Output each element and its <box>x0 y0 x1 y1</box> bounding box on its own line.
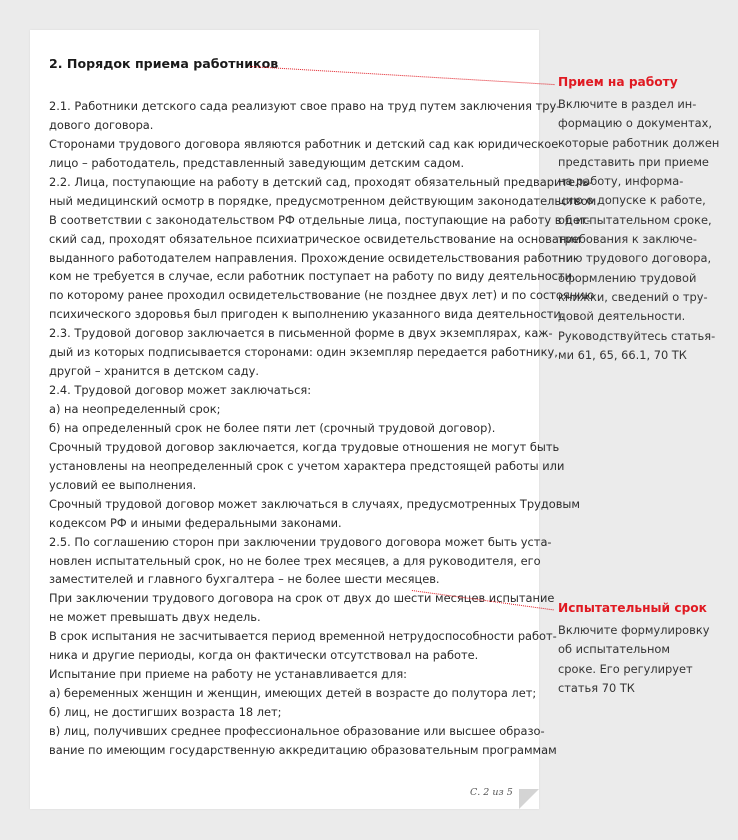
body-line: психического здоровья был пригоден к выполнению указанного вида деятельности. <box>49 307 565 322</box>
note-text-probation <box>558 621 734 698</box>
note-line: об испытательном сроке, <box>558 212 712 227</box>
note-title-probation: Испытательный срок <box>558 601 707 615</box>
body-line: установлены на неопределенный срок с учетом характера предстоящей работы или <box>49 458 565 473</box>
body-line: а) на неопределенный срок; <box>49 402 221 416</box>
body-line: 2.5. По соглашению сторон при заключении трудового договора может быть уста- <box>49 534 552 549</box>
note-line: на работу, информа- <box>558 174 684 189</box>
body-line: В срок испытания не засчитывается период временной нетрудоспособности работ- <box>49 629 557 644</box>
body-line: б) лиц, не достигших возраста 18 лет; <box>49 705 282 719</box>
note-line: Руководствуйтесь статья- <box>558 328 716 343</box>
body-line: по которому ранее проходил освидетельствование (не позднее двух лет) и по состоянию <box>49 288 595 303</box>
body-line: ский сад, проходят обязательное психиатрическое освидетельствование на основании <box>49 231 582 246</box>
body-line: 2.4. Трудовой договор может заключаться: <box>49 383 312 398</box>
note-line: оформлению трудовой <box>558 270 697 285</box>
note-title-hiring: Прием на работу <box>558 75 678 89</box>
page-corner-fold <box>519 789 539 809</box>
note-line: об испытательном <box>558 642 670 657</box>
body-line: В соответствии с законодательством РФ отдельные лица, поступающие на работу в дет- <box>49 212 591 227</box>
body-line: другой – хранится в детском саду. <box>49 364 259 379</box>
body-line: 2.3. Трудовой договор заключается в письменной форме в двух экземплярах, каж- <box>49 326 553 341</box>
body-line: При заключении трудового договора на срок от двух до шести месяцев испытание <box>49 591 555 606</box>
note-line: требования к заключе- <box>558 232 698 247</box>
note-line: Включите формулировку <box>558 623 710 637</box>
note-line: ми 61, 65, 66.1, 70 ТК <box>558 347 687 362</box>
body-line: 2.2. Лица, поступающие на работу в детский сад, проходят обязательный предваритель- <box>49 174 594 189</box>
body-line: выданного работодателем направления. Прохождение освидетельствования работни- <box>49 250 578 265</box>
body-line: Сторонами трудового договора являются работник и детский сад как юридическое <box>49 136 559 151</box>
body-line: б) на определенный срок не более пяти лет (срочный трудовой договор). <box>49 420 496 435</box>
body-line: Испытание при приеме на работу не устанавливается для: <box>49 667 408 682</box>
note-line: представить при приеме <box>558 154 709 169</box>
body-line: Срочный трудовой договор может заключаться в случаях, предусмотренных Трудовым <box>49 496 580 511</box>
note-line: книжки, сведений о тру- <box>558 289 708 304</box>
body-line: ника и другие периоды, когда он фактически отсутствовал на работе. <box>49 648 479 663</box>
note-line: Включите в раздел ин- <box>558 97 697 111</box>
note-line: цию о допуске к работе, <box>558 193 706 208</box>
body-line: Срочный трудовой договор заключается, когда трудовые отношения не могут быть <box>49 439 560 454</box>
body-line: новлен испытательный срок, но не более трех месяцев, а для руководителя, его <box>49 553 541 568</box>
body-line: условий ее выполнения. <box>49 477 197 492</box>
body-line: в) лиц, получивших среднее профессиональное образование или высшее образо- <box>49 723 545 738</box>
body-line: заместителей и главного бухгалтера – не более шести месяцев. <box>49 572 440 587</box>
body-line: 2.1. Работники детского сада реализуют свое право на труд путем заключения тру- <box>49 99 561 113</box>
body-line: а) беременных женщин и женщин, имеющих детей в возрасте до полутора лет; <box>49 686 537 701</box>
body-line: кодексом РФ и иными федеральными законами. <box>49 515 342 530</box>
note-line: сроке. Его регулирует <box>558 661 693 676</box>
note-line: статья 70 ТК <box>558 680 635 695</box>
body-line: дый из которых подписывается сторонами: один экземпляр передается работнику, <box>49 345 558 360</box>
body-line: вание по имеющим государственную аккредитацию образовательным программам <box>49 742 557 757</box>
note-line: формацию о документах, <box>558 116 712 131</box>
note-text-hiring <box>558 95 734 365</box>
note-line: которые работник должен <box>558 135 720 150</box>
body-line: дового договора. <box>49 117 154 132</box>
section-title: 2. Порядок приема работников <box>49 56 279 71</box>
body-line: ный медицинский осмотр в порядке, предусмотренном действующим законодательством. <box>49 193 600 208</box>
note-line: нию трудового договора, <box>558 251 712 266</box>
page-number: С. 2 из 5 <box>470 787 513 798</box>
body-line: лицо – работодатель, представленный заведующим детским садом. <box>49 155 465 170</box>
body-line: не может превышать двух недель. <box>49 610 261 625</box>
body-line: ком не требуется в случае, если работник поступает на работу по виду деятельности, <box>49 269 576 284</box>
note-line: довой деятельности. <box>558 309 686 324</box>
